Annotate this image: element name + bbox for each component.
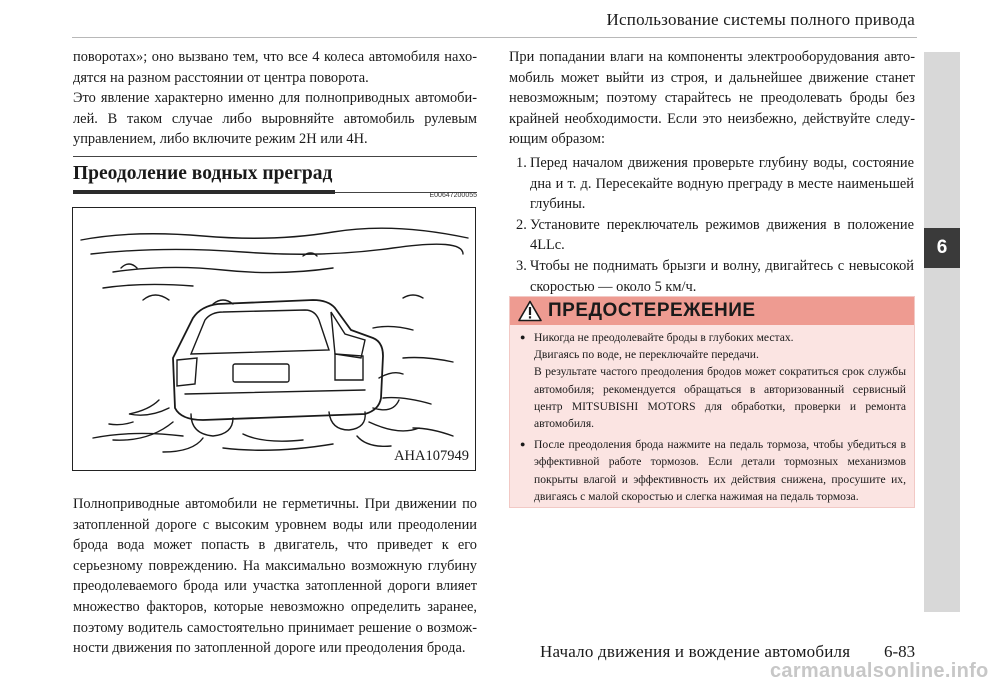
figure-car-crossing-water [72, 207, 476, 471]
section-title-bar [73, 190, 335, 194]
list-item [520, 329, 906, 432]
section-title: Преодоление водных преград [73, 163, 333, 184]
warning-title: ПРЕДОСТЕРЕЖЕНИЕ [548, 300, 756, 321]
warning-line: Двигаясь по воде, не переключайте передачи. [534, 348, 759, 362]
step-text: Чтобы не поднимать брызги и волну, двигайтесь с невысокой скоростью — около 5 км/ч. [530, 257, 914, 295]
step-number: 2. [516, 216, 527, 233]
paragraph-4wd-phenomenon: Это явление характерно именно для полноприводных автомобилей. В таком случае либо выровняйте автомобиль рулевым управлением, либо включите режим 2H или 4H. [73, 90, 477, 148]
paragraph-continuation: поворотах»; оно вызвано тем, что все 4 колеса автомобиля находятся на разном расстоянии от центра поворота. [73, 49, 477, 86]
section-header [73, 156, 477, 194]
bullet-icon: ● [520, 439, 526, 450]
warning-line: После преодоления брода нажмите на педаль тормоза, чтобы убедиться в эффективной работе тормозов. Если детали тормозных механизмов покрыты влагой и эффективность их действия снижена, просушите их, двигаясь с малой скоростью и слегка нажимая на педаль тормоза. [534, 438, 906, 503]
warning-item-body [534, 436, 906, 505]
footer-section-title: Начало движения и вождение автомобиля [540, 642, 851, 661]
car-in-water-illustration [73, 208, 475, 470]
chapter-number-badge: 6 [924, 228, 960, 268]
step-text: Установите переключатель режимов движения в положение 4LLc. [530, 216, 914, 254]
bullet-icon: ● [520, 332, 526, 342]
list-item [516, 153, 914, 215]
warning-line: В результате частого преодоления бродов может сократиться срок службы автомобиля; рекомендуется обращаться в авторизованный сервисный центр MITSUBISHI MOTORS для обработки, проверки и ремонта автомобиля. [534, 365, 906, 431]
header-divider [72, 37, 917, 38]
paragraph-electrics-moisture: При попадании влаги на компоненты электрооборудования автомобиль может выйти из строя, и дальнейшее движение станет невозможным; поэтому старайтесь не преодолевать броды без крайней необходимости. Если это неизбежно, действуйте следующим образом: [509, 49, 915, 148]
section-code: E00647200055 [429, 192, 477, 199]
steps-list [516, 153, 914, 297]
figure-label: AHA107949 [394, 448, 469, 464]
paragraph-not-sealed: Полноприводные автомобили не герметичны. При движении по затопленной дороге с высоким уровнем воды или преодолении брода вода может попасть в двигатель, что приведет к его серьезному повреждению. На максимально возможную глубину преодолеваемого брода или участка затопленной дороги влияет множество факторов, которые невозможно определить заранее, поэтому водитель самостоятельно принимает решение о возможности движения по затопленной дороге или преодоления брода. [73, 496, 477, 657]
chapter-side-tab [924, 52, 960, 612]
warning-triangle-icon [518, 300, 542, 322]
step-number: 1. [516, 155, 527, 171]
warning-box [509, 296, 915, 508]
left-column-bottom [73, 494, 477, 659]
step-number: 3. [516, 257, 527, 274]
list-item [516, 215, 914, 256]
list-item [520, 436, 906, 505]
list-item [516, 256, 914, 297]
step-text: Перед началом движения проверьте глубину воды, состояние дна и т. д. Пересекайте водную преграду в месте наименьшей глубины. [530, 155, 914, 213]
warning-header [510, 297, 914, 325]
warning-items [510, 325, 914, 505]
left-column-top [73, 47, 477, 150]
right-column-top [509, 47, 915, 150]
watermark: carmanualsonline.info [770, 660, 989, 682]
warning-item-body [534, 329, 906, 432]
page-header-title: Использование системы полного привода [606, 10, 915, 29]
page-number: 6-83 [884, 642, 916, 661]
warning-line: Никогда не преодолевайте броды в глубоких местах. [534, 331, 794, 344]
